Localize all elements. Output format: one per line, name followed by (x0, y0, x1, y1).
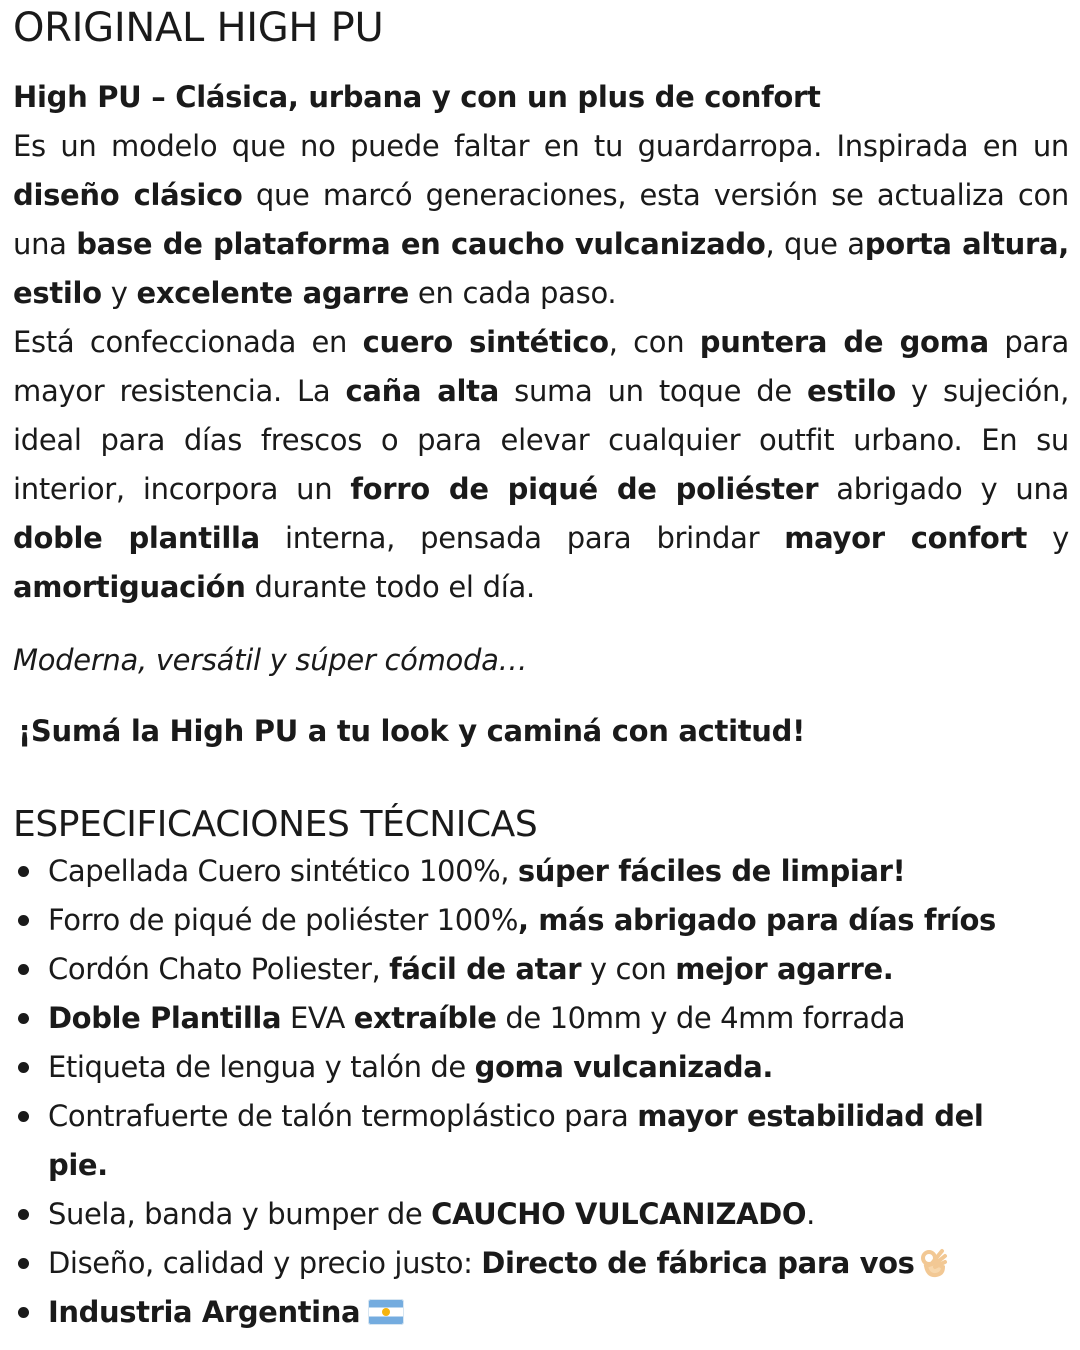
spec-item: Industria Argentina (0, 1288, 1068, 1337)
ok-hand-icon (918, 1246, 948, 1278)
specs-list (0, 847, 1080, 1337)
specs-title: ESPECIFICACIONES TÉCNICAS (13, 804, 538, 845)
bullet-icon (18, 1209, 29, 1220)
bullet-icon (18, 1111, 29, 1122)
bullet-icon (18, 964, 29, 975)
description-paragraph-1: Es un modelo que no puede faltar en tu guardarropa. Inspirada en un diseño clásico que marcó generaciones, esta versión se actualiza con una base de plataforma en caucho vulcanizado, que aporta altura, estilo y excelente agarre en cada paso. (13, 129, 1069, 310)
spec-item: Forro de piqué de poliéster 100%, más abrigado para días fríos (0, 896, 1068, 945)
call-to-action: ¡Sumá la High PU a tu look y caminá con actitud! (18, 714, 806, 748)
spec-item: Doble Plantilla EVA extraíble de 10mm y de 4mm forrada (0, 994, 1068, 1043)
product-subtitle: High PU – Clásica, urbana y con un plus de confort (13, 80, 821, 114)
spec-item: Etiqueta de lengua y talón de goma vulcanizada. (0, 1043, 1068, 1092)
spec-item: Cordón Chato Poliester, fácil de atar y con mejor agarre. (0, 945, 1068, 994)
spec-item: Contrafuerte de talón termoplástico para mayor estabilidad del pie. (0, 1092, 1008, 1190)
bullet-icon (18, 1307, 29, 1318)
bullet-icon (18, 1013, 29, 1024)
argentina-flag-icon (368, 1299, 404, 1325)
spec-item: Capellada Cuero sintético 100%, súper fáciles de limpiar! (0, 847, 1068, 896)
spec-item: Diseño, calidad y precio justo: Directo de fábrica para vos (0, 1239, 1068, 1288)
bullet-icon (18, 866, 29, 877)
bullet-icon (18, 1258, 29, 1269)
spec-item: Suela, banda y bumper de CAUCHO VULCANIZADO. (0, 1190, 1068, 1239)
description-paragraph-2: Está confeccionada en cuero sintético, con puntera de goma para mayor resistencia. La caña alta suma un toque de estilo y sujeción, ideal para días frescos o para elevar cualquier outfit urbano. En su interior, incorpora un forro de piqué de poliéster abrigado y una doble plantilla interna, pensada para brindar mayor confort y amortiguación durante todo el día. (13, 325, 1070, 604)
bullet-icon (18, 915, 29, 926)
bullet-icon (18, 1062, 29, 1073)
tagline: Moderna, versátil y súper cómoda… (13, 643, 528, 677)
page-title: ORIGINAL HIGH PU (13, 5, 384, 51)
